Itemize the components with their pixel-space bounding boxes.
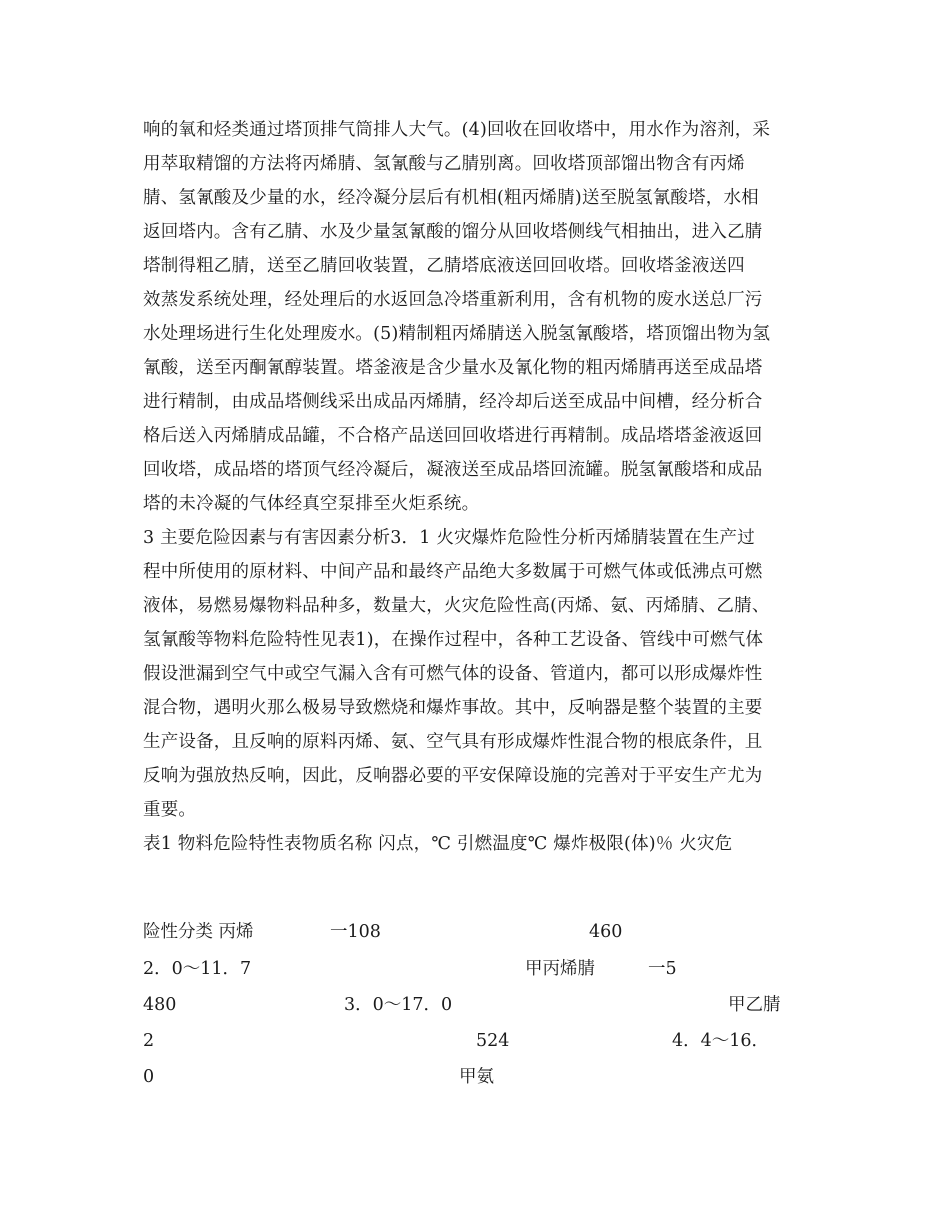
table-cell: 一5 xyxy=(648,959,677,979)
text-line: 程中所使用的原材料、中间产品和最终产品绝大多数属于可燃气体或低沸点可燃 xyxy=(143,562,763,582)
text-line: 氰酸，送至丙酮氰醇装置。塔釜液是含少量水及氰化物的粗丙烯腈再送至成品塔 xyxy=(143,358,763,378)
text-line: 回收塔，成品塔的塔顶气经冷凝后，凝液送至成品塔回流罐。脱氢氰酸塔和成品 xyxy=(143,460,763,480)
text-line: 塔制得粗乙腈，送至乙腈回收装置，乙腈塔底液送回回收塔。回收塔釜液送四 xyxy=(143,256,745,276)
text-line: 响的氧和烃类通过塔顶排气筒排人大气。(4)回收在回收塔中，用水作为溶剂，采 xyxy=(143,120,771,140)
table-cell: 4．4～16． xyxy=(672,1031,770,1051)
text-line: 进行精制，由成品塔侧线采出成品丙烯腈，经冷却后送至成品中间槽，经分析合 xyxy=(143,392,763,412)
section-heading-line: 3 主要危险因素与有害因素分析3．1 火灾爆炸危险性分析丙烯腈装置在生产过 xyxy=(143,528,755,548)
table-cell: 甲氨 xyxy=(459,1067,494,1087)
text-line: 生产设备，且反响的原料丙烯、氨、空气具有形成爆炸性混合物的根底条件，且 xyxy=(143,732,763,752)
text-line: 液体，易燃易爆物料品种多，数量大，火灾危险性高(丙烯、氨、丙烯腈、乙腈、 xyxy=(143,596,770,616)
table-caption: 表1 物料危险特性表物质名称 闪点，℃ 引燃温度℃ 爆炸极限(体)％ 火灾危 xyxy=(143,834,733,854)
text-line: 反响为强放热反响，因此，反响器必要的平安保障设施的完善对于平安生产尤为 xyxy=(143,766,763,786)
table-cell: 524 xyxy=(476,1031,510,1051)
text-line: 假设泄漏到空气中或空气漏入含有可燃气体的设备、管道内，都可以形成爆炸性 xyxy=(143,664,763,684)
table-cell: 480 xyxy=(143,995,177,1015)
table-cell: 一108 xyxy=(330,922,381,942)
text-line: 重要。 xyxy=(143,800,197,820)
table-cell: 0 xyxy=(143,1067,155,1087)
table-cell: 甲乙腈 xyxy=(728,995,781,1015)
table-cell: 2 xyxy=(143,1031,155,1051)
text-line: 用萃取精馏的方法将丙烯腈、氢氰酸与乙腈别离。回收塔顶部馏出物含有丙烯 xyxy=(143,154,745,174)
text-line: 氢氰酸等物料危险特性见表1)，在操作过程中，各种工艺设备、管线中可燃气体 xyxy=(143,630,764,650)
table-cell: 险性分类 丙烯 xyxy=(143,922,254,942)
text-line: 效蒸发系统处理，经处理后的水返回急冷塔重新利用，含有机物的废水送总厂污 xyxy=(143,290,763,310)
table-cell: 460 xyxy=(589,922,623,942)
table-cell: 3．0～17．0 xyxy=(344,995,453,1015)
table-cell: 2．0～11．7 xyxy=(143,959,252,979)
text-line: 腈、氢氰酸及少量的水，经冷凝分层后有机相(粗丙烯腈)送至脱氢氰酸塔，水相 xyxy=(143,188,759,208)
text-line: 返回塔内。含有乙腈、水及少量氢氰酸的馏分从回收塔侧线气相抽出，进入乙腈 xyxy=(143,222,763,242)
text-line: 混合物，遇明火那么极易导致燃烧和爆炸事故。其中，反响器是整个装置的主要 xyxy=(143,698,763,718)
text-line: 塔的未冷凝的气体经真空泵排至火炬系统。 xyxy=(143,494,480,514)
text-line: 格后送入丙烯腈成品罐，不合格产品送回回收塔进行再精制。成品塔塔釜液返回 xyxy=(143,426,763,446)
table-cell: 甲丙烯腈 xyxy=(525,959,595,979)
text-line: 水处理场进行生化处理废水。(5)精制粗丙烯腈送入脱氢氰酸塔，塔顶馏出物为氢 xyxy=(143,324,771,344)
